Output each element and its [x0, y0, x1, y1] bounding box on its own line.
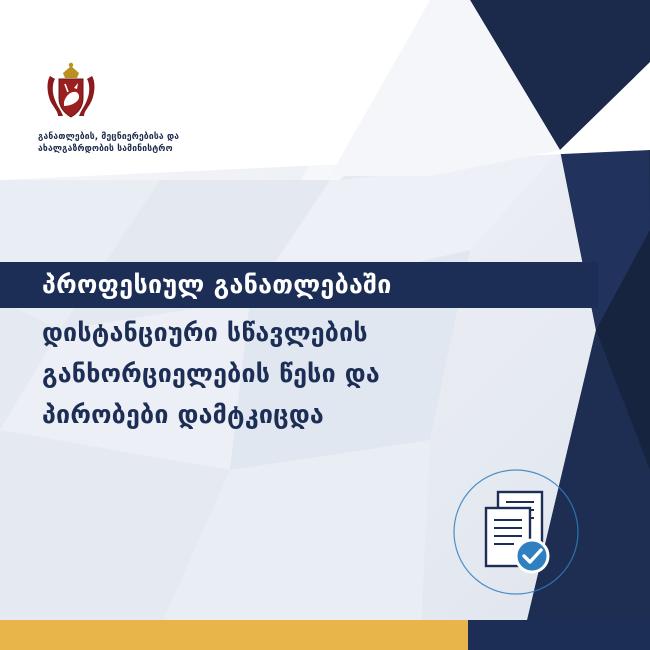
- ministry-name: [38, 132, 288, 155]
- ministry-name-line1: განათლების, მეცნიერებისა და: [38, 132, 180, 142]
- headline-highlight-text: პროფესიულ განათლებაში: [42, 270, 392, 299]
- headline-line-2: დისტანციური სწავლების: [42, 318, 368, 347]
- headline-highlight-bar: [0, 262, 598, 308]
- bottom-navy-bar: [468, 620, 650, 650]
- coat-of-arms-icon: [44, 62, 98, 124]
- ministry-logo-block: [38, 62, 288, 155]
- headline-line-3: განხორციელების წესი და: [42, 359, 380, 388]
- headline-body: [42, 312, 602, 435]
- headline-line-4: პირობები დამტკიცდა: [42, 400, 324, 429]
- documents-approved-icon: [452, 468, 580, 596]
- ministry-name-line2: ახალგაზრდობის სამინისტრო: [38, 143, 173, 154]
